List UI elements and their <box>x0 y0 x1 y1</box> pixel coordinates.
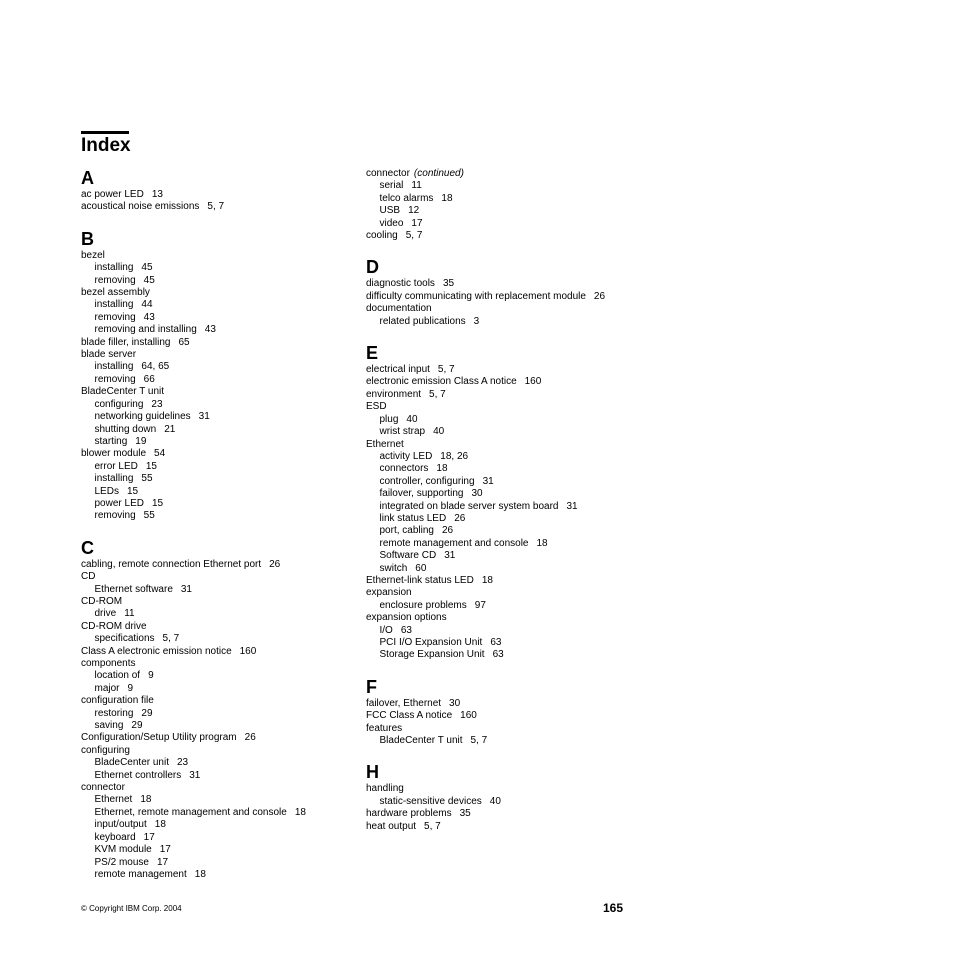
entry-term: electronic emission Class A notice <box>366 376 517 388</box>
index-subentry <box>366 414 636 426</box>
entry-page-ref: 160 <box>524 376 542 388</box>
index-subentry <box>81 324 351 336</box>
index-subentry <box>81 819 351 831</box>
entry-term: bezel <box>81 249 105 261</box>
entry-term: Software CD <box>379 550 437 562</box>
index-subentry <box>81 608 351 620</box>
entry-page-ref: 26 <box>593 290 606 302</box>
index-subentry <box>366 735 636 747</box>
entry-term: Storage Expansion Unit <box>379 649 485 661</box>
index-subentry <box>81 807 351 819</box>
index-entry <box>81 732 351 744</box>
entry-term: static-sensitive devices <box>379 795 482 807</box>
index-subentry <box>81 720 351 732</box>
entry-term: Ethernet-link status LED <box>366 574 474 586</box>
entry-term: installing <box>94 299 134 311</box>
index-entry <box>366 439 636 451</box>
index-subentry <box>366 463 636 475</box>
section-gap <box>366 242 636 257</box>
index-entry <box>366 364 636 376</box>
index-entry <box>366 230 636 242</box>
index-subentry <box>81 857 351 869</box>
entry-page-ref: 35 <box>442 278 455 290</box>
entry-term: FCC Class A notice <box>366 710 453 722</box>
entry-term: blade server <box>81 349 137 361</box>
entry-term: LEDs <box>94 485 119 497</box>
index-entry <box>366 575 636 587</box>
index-entry <box>81 287 351 299</box>
index-entry <box>366 821 636 833</box>
index-entry <box>81 571 351 583</box>
entry-term: telco alarms <box>379 192 434 204</box>
section-letter: F <box>366 676 377 697</box>
entry-page-ref: 18 <box>194 868 206 880</box>
entry-page-ref: 29 <box>131 720 143 732</box>
index-section <box>366 762 636 833</box>
index-subentry <box>81 757 351 769</box>
entry-term: electrical input <box>366 364 430 376</box>
index-section <box>81 168 351 214</box>
index-subentry <box>366 451 636 463</box>
entry-term: specifications <box>94 633 155 645</box>
entry-term: heat output <box>366 820 417 832</box>
index-entry <box>366 587 636 599</box>
page-title: Index <box>81 135 131 156</box>
entry-term: configuring <box>81 744 130 756</box>
entry-page-ref: 63 <box>492 649 504 661</box>
entry-page-ref: 66 <box>143 373 155 385</box>
index-subentry <box>81 510 351 522</box>
index-subentry <box>81 486 351 498</box>
section-letter: B <box>81 228 94 249</box>
index-entry <box>81 201 351 213</box>
index-subentry <box>366 525 636 537</box>
title-rule <box>81 131 129 134</box>
entry-page-ref: 43 <box>204 324 216 336</box>
index-subentry <box>366 637 636 649</box>
entry-term: expansion <box>366 587 412 599</box>
entry-page-ref: 17 <box>159 844 171 856</box>
index-entry <box>366 389 636 401</box>
entry-term: related publications <box>379 315 466 327</box>
page-number: 165 <box>603 901 624 915</box>
index-entry <box>81 782 351 794</box>
entry-page-ref: 18 <box>294 806 306 818</box>
entry-term: installing <box>94 262 134 274</box>
entry-term: environment <box>366 388 422 400</box>
index-subentry <box>366 563 636 575</box>
entry-page-ref: 55 <box>141 473 153 485</box>
index-subentry <box>81 299 351 311</box>
index-entry <box>81 745 351 757</box>
entry-page-ref: 5, 7 <box>207 201 225 213</box>
entry-page-ref: 5, 7 <box>470 735 488 747</box>
index-entry <box>366 723 636 735</box>
index-section <box>81 538 351 882</box>
index-section <box>366 677 636 748</box>
entry-page-ref: 9 <box>148 670 154 682</box>
entry-term: failover, supporting <box>379 488 464 500</box>
index-entry <box>366 376 636 388</box>
entry-term: BladeCenter T unit <box>81 386 165 398</box>
entry-term: PCI I/O Expansion Unit <box>379 637 483 648</box>
index-entry <box>81 189 351 201</box>
index-subentry <box>81 670 351 682</box>
entry-page-ref: 31 <box>482 475 494 487</box>
entry-term: bezel assembly <box>81 287 150 299</box>
index-entry <box>366 698 636 710</box>
entry-term: serial <box>379 180 404 192</box>
index-subentry <box>81 794 351 806</box>
entry-page-ref: 13 <box>151 189 163 200</box>
entry-term: integrated on blade server system board <box>379 500 559 512</box>
index-entry <box>81 559 351 571</box>
entry-term: error LED <box>94 460 138 472</box>
entry-term: installing <box>94 473 134 485</box>
entry-term: cabling, remote connection Ethernet port <box>81 558 262 570</box>
entry-term: Ethernet controllers <box>94 769 182 781</box>
entry-term: removing and installing <box>94 324 197 336</box>
index-column-right <box>366 168 636 833</box>
entry-page-ref: 40 <box>489 795 501 807</box>
entry-term: CD-ROM drive <box>81 620 147 632</box>
entry-page-ref: 29 <box>141 707 153 719</box>
entry-page-ref: 5, 7 <box>162 633 180 645</box>
section-letter: E <box>366 343 379 364</box>
index-entry <box>81 621 351 633</box>
entry-term: removing <box>94 510 136 522</box>
index-section <box>366 257 636 328</box>
entry-term: removing <box>94 373 136 385</box>
entry-term: ESD <box>366 401 387 413</box>
entry-term: shutting down <box>94 423 157 435</box>
entry-page-ref: 40 <box>433 426 445 438</box>
index-subentry <box>81 275 351 287</box>
entry-page-ref: 65 <box>178 336 190 348</box>
entry-page-ref: 31 <box>180 583 192 595</box>
entry-term: major <box>94 682 120 694</box>
index-subentry <box>366 649 636 661</box>
index-subentry <box>81 633 351 645</box>
entry-page-ref: 26 <box>441 525 454 537</box>
index-entry <box>366 783 636 795</box>
entry-term: plug <box>379 413 399 425</box>
entry-term: Ethernet, remote management and console <box>94 806 287 818</box>
entry-page-ref: 97 <box>474 599 486 611</box>
entry-page-ref: 30 <box>449 697 461 709</box>
index-subentry <box>81 832 351 844</box>
entry-term: cooling <box>366 230 398 242</box>
index-subentry <box>366 476 636 488</box>
entry-term: Class A electronic emission notice <box>81 645 232 657</box>
entry-page-ref: 45 <box>141 262 153 274</box>
index-subentry <box>366 180 636 192</box>
index-subentry <box>81 399 351 411</box>
entry-page-ref: 18 <box>441 192 453 204</box>
entry-page-ref: 30 <box>471 488 483 500</box>
entry-term: location of <box>94 670 141 682</box>
index-entry <box>81 386 351 398</box>
entry-term: installing <box>94 361 134 373</box>
entry-page-ref: 11 <box>411 180 422 192</box>
index-subentry <box>81 708 351 720</box>
entry-term: Ethernet software <box>94 583 173 595</box>
section-gap <box>366 328 636 343</box>
index-entry <box>366 303 636 315</box>
entry-term: I/O <box>379 624 393 636</box>
entry-page-ref: 31 <box>198 411 210 423</box>
entry-page-ref: 23 <box>151 398 163 410</box>
entry-term: ac power LED <box>81 189 144 200</box>
entry-page-ref: 31 <box>444 550 456 562</box>
continued-heading <box>366 168 636 180</box>
entry-term: failover, Ethernet <box>366 697 442 709</box>
entry-term: acoustical noise emissions <box>81 201 200 213</box>
entry-term: Configuration/Setup Utility program <box>81 732 237 744</box>
index-entry <box>366 291 636 303</box>
section-letter: C <box>81 537 94 558</box>
entry-term: handling <box>366 783 404 795</box>
index-entry <box>81 250 351 262</box>
entry-term: PS/2 mouse <box>94 856 149 868</box>
entry-term: video <box>379 217 404 229</box>
entry-term: networking guidelines <box>94 411 191 423</box>
entry-page-ref: 63 <box>490 637 502 648</box>
index-subentry <box>366 205 636 217</box>
entry-page-ref: 60 <box>415 562 427 574</box>
entry-page-ref: 19 <box>135 435 147 447</box>
index-subentry <box>81 869 351 881</box>
section-letter: H <box>366 762 379 783</box>
entry-term: switch <box>379 562 408 574</box>
entry-term: features <box>366 722 403 734</box>
entry-page-ref: 17 <box>411 217 423 229</box>
entry-page-ref: 15 <box>126 485 139 497</box>
entry-term: hardware problems <box>366 808 452 820</box>
entry-term: saving <box>94 720 124 732</box>
entry-page-ref: 26 <box>244 732 256 744</box>
index-subentry <box>366 426 636 438</box>
index-entry <box>366 278 636 290</box>
entry-term: USB <box>379 205 401 217</box>
index-subentry <box>81 374 351 386</box>
entry-page-ref: 9 <box>127 682 134 694</box>
entry-page-ref: 3 <box>473 315 480 327</box>
index-entry <box>366 710 636 722</box>
entry-term: Ethernet <box>94 794 133 806</box>
section-gap <box>81 523 351 538</box>
entry-page-ref: 40 <box>406 413 418 425</box>
entry-term: input/output <box>94 819 147 831</box>
index-column-left <box>81 168 351 881</box>
index-subentry <box>81 361 351 373</box>
entry-term: diagnostic tools <box>366 278 435 290</box>
entry-page-ref: 160 <box>239 645 257 657</box>
section-letter: D <box>366 257 379 278</box>
entry-page-ref: 17 <box>156 856 169 868</box>
entry-page-ref: 18 <box>154 819 166 831</box>
continued-entries <box>366 180 636 242</box>
index-entry <box>81 337 351 349</box>
entry-term: wrist strap <box>379 426 426 438</box>
entry-page-ref: 18 <box>436 463 448 475</box>
entry-page-ref: 35 <box>459 808 471 820</box>
index-entry <box>366 808 636 820</box>
entry-term: removing <box>94 274 136 286</box>
index-subentry <box>81 770 351 782</box>
index-subentry <box>81 411 351 423</box>
entry-page-ref: 15 <box>151 497 164 509</box>
entry-term: BladeCenter T unit <box>379 735 463 747</box>
index-subentry <box>81 262 351 274</box>
index-subentry <box>81 683 351 695</box>
entry-term: remote management <box>94 868 187 880</box>
entry-page-ref: 5, 7 <box>429 388 446 400</box>
entry-term: power LED <box>94 497 144 509</box>
entry-page-ref: 45 <box>143 274 155 286</box>
entry-page-ref: 31 <box>189 769 201 781</box>
entry-term: restoring <box>94 707 134 719</box>
index-subentry <box>366 538 636 550</box>
copyright-notice: © Copyright IBM Corp. 2004 <box>81 904 182 913</box>
entry-term: connector <box>81 782 125 794</box>
entry-page-ref: 43 <box>143 311 155 323</box>
entry-term: blower module <box>81 448 147 460</box>
entry-term: link status LED <box>379 512 447 524</box>
entry-term: documentation <box>366 303 432 315</box>
entry-term: blade filler, installing <box>81 336 171 348</box>
section-gap <box>366 662 636 677</box>
index-subentry <box>81 436 351 448</box>
entry-page-ref: 5, 7 <box>424 820 441 832</box>
index-subentry <box>366 625 636 637</box>
entry-term: BladeCenter unit <box>94 757 169 769</box>
entry-page-ref: 63 <box>400 624 412 636</box>
entry-page-ref: 54 <box>154 448 166 460</box>
index-entry <box>81 646 351 658</box>
entry-term: starting <box>94 435 128 447</box>
entry-page-ref: 26 <box>269 558 281 570</box>
entry-page-ref: 26 <box>454 512 466 524</box>
index-subentry <box>366 501 636 513</box>
continued-heading-term: connector <box>366 168 410 179</box>
index-entry <box>366 612 636 624</box>
continued-note: (continued) <box>413 168 464 179</box>
index-entry <box>81 695 351 707</box>
entry-term: drive <box>94 608 117 620</box>
index-subentry <box>81 584 351 596</box>
index-subentry <box>366 513 636 525</box>
index-subentry <box>81 844 351 856</box>
index-subentry <box>81 424 351 436</box>
index-subentry <box>81 473 351 485</box>
entry-page-ref: 18 <box>481 574 493 586</box>
index-subentry <box>366 488 636 500</box>
entry-page-ref: 5, 7 <box>405 230 423 242</box>
entry-page-ref: 11 <box>124 608 135 620</box>
entry-page-ref: 18 <box>140 794 152 806</box>
index-subentry <box>366 600 636 612</box>
index-section <box>366 343 636 662</box>
entry-term: CD-ROM <box>81 595 123 607</box>
entry-page-ref: 17 <box>143 831 155 843</box>
index-subentry <box>81 461 351 473</box>
index-subentry <box>81 312 351 324</box>
entry-page-ref: 21 <box>164 423 176 435</box>
entry-page-ref: 160 <box>460 710 477 722</box>
entry-term: difficulty communicating with replacement module <box>366 290 586 302</box>
entry-page-ref: 5, 7 <box>437 364 455 376</box>
index-subentry <box>366 550 636 562</box>
entry-term: components <box>81 658 136 669</box>
section-gap <box>366 747 636 762</box>
entry-page-ref: 15 <box>145 460 157 472</box>
index-entry <box>81 448 351 460</box>
index-section <box>81 229 351 523</box>
index-subentry <box>366 218 636 230</box>
entry-term: remote management and console <box>379 537 529 549</box>
entry-page-ref: 18, 26 <box>440 450 469 462</box>
entry-term: KVM module <box>94 844 152 856</box>
entry-term: expansion options <box>366 612 447 624</box>
index-entry <box>81 596 351 608</box>
entry-term: port, cabling <box>379 525 434 537</box>
entry-term: configuring <box>94 398 144 410</box>
entry-page-ref: 64, 65 <box>141 361 170 373</box>
entry-page-ref: 12 <box>408 205 420 217</box>
entry-term: keyboard <box>94 831 136 843</box>
entry-page-ref: 31 <box>566 500 578 512</box>
entry-page-ref: 23 <box>177 757 189 769</box>
index-subentry <box>366 193 636 205</box>
entry-page-ref: 18 <box>536 537 548 549</box>
index-subentry <box>366 796 636 808</box>
section-letter: A <box>81 168 94 188</box>
entry-term: enclosure problems <box>379 599 467 611</box>
entry-page-ref: 55 <box>143 510 155 522</box>
index-entry <box>81 349 351 361</box>
entry-term: CD <box>81 571 96 583</box>
entry-term: configuration file <box>81 695 154 707</box>
entry-term: Ethernet <box>366 438 404 450</box>
entry-term: removing <box>94 311 136 323</box>
index-entry <box>81 658 351 670</box>
index-subentry <box>366 316 636 328</box>
entry-term: activity LED <box>379 450 433 462</box>
index-entry <box>366 401 636 413</box>
entry-term: connectors <box>379 463 429 475</box>
index-subentry <box>81 498 351 510</box>
section-gap <box>81 214 351 229</box>
entry-term: controller, configuring <box>379 475 475 487</box>
entry-page-ref: 44 <box>141 299 153 311</box>
